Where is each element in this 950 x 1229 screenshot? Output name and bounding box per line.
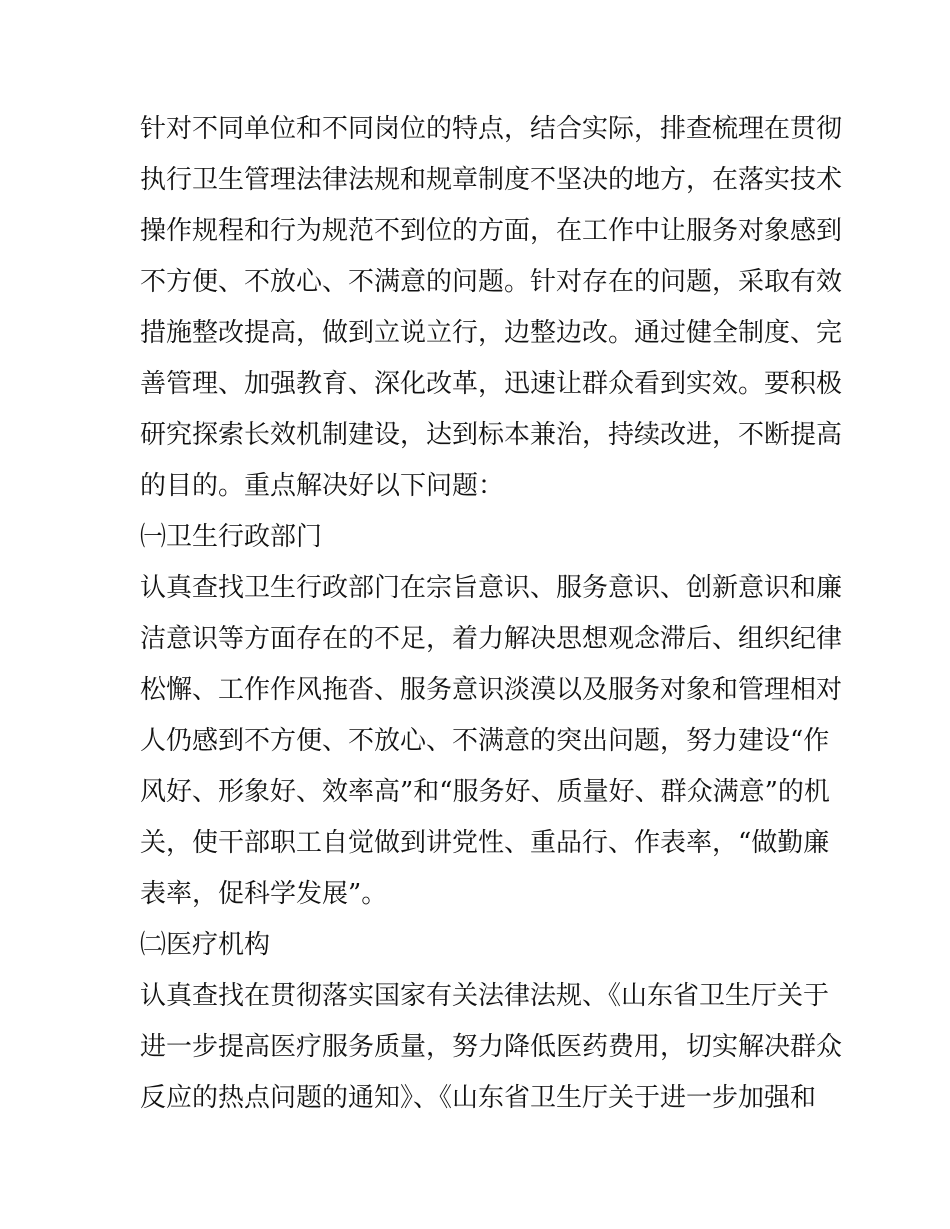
paragraph-line: 认真查找在贯彻落实国家有关法律法规、《山东省卫生厅关于 — [140, 981, 830, 1011]
paragraph-line: 执行卫生管理法律法规和规章制度不坚决的地方，在落实技术 — [140, 165, 843, 195]
paragraph-line: 操作规程和行为规范不到位的方面，在工作中让服务对象感到 — [140, 216, 843, 246]
document-body — [140, 104, 843, 1124]
paragraph-line: 研究探索长效机制建设，达到标本兼治，持续改进，不断提高 — [140, 420, 843, 450]
paragraph-line: 针对不同单位和不同岗位的特点，结合实际，排查梳理在贯彻 — [140, 114, 843, 144]
paragraph-line: 洁意识等方面存在的不足，着力解决思想观念滞后、组织纪律 — [140, 624, 843, 654]
paragraph-line: 善管理、加强教育、深化改革，迅速让群众看到实效。要积极 — [140, 369, 843, 399]
paragraph-line: 松懈、工作作风拖沓、服务意识淡漠以及服务对象和管理相对 — [140, 675, 843, 705]
paragraph-line: 风好、形象好、效率高”和“服务好、质量好、群众满意”的机 — [140, 777, 830, 807]
paragraph-line: 的目的。重点解决好以下问题： — [140, 471, 505, 501]
paragraph-line: 关，使干部职工自觉做到讲党性、重品行、作表率，“做勤廉 — [140, 828, 830, 858]
paragraph-line: 措施整改提高，做到立说立行，边整边改。通过健全制度、完 — [140, 318, 843, 348]
section-heading: ㈠卫生行政部门 — [140, 522, 323, 552]
section-heading: ㈡医疗机构 — [140, 930, 271, 960]
paragraph-line: 认真查找卫生行政部门在宗旨意识、服务意识、创新意识和廉 — [140, 573, 843, 603]
paragraph-line: 反应的热点问题的通知》、《山东省卫生厅关于进一步加强和 — [140, 1083, 817, 1113]
paragraph-line: 进一步提高医疗服务质量，努力降低医药费用，切实解决群众 — [140, 1032, 843, 1062]
paragraph-line: 人仍感到不方便、不放心、不满意的突出问题，努力建设“作 — [140, 726, 830, 756]
paragraph-line: 不方便、不放心、不满意的问题。针对存在的问题，采取有效 — [140, 267, 843, 297]
paragraph-line: 表率，促科学发展”。 — [140, 879, 388, 909]
